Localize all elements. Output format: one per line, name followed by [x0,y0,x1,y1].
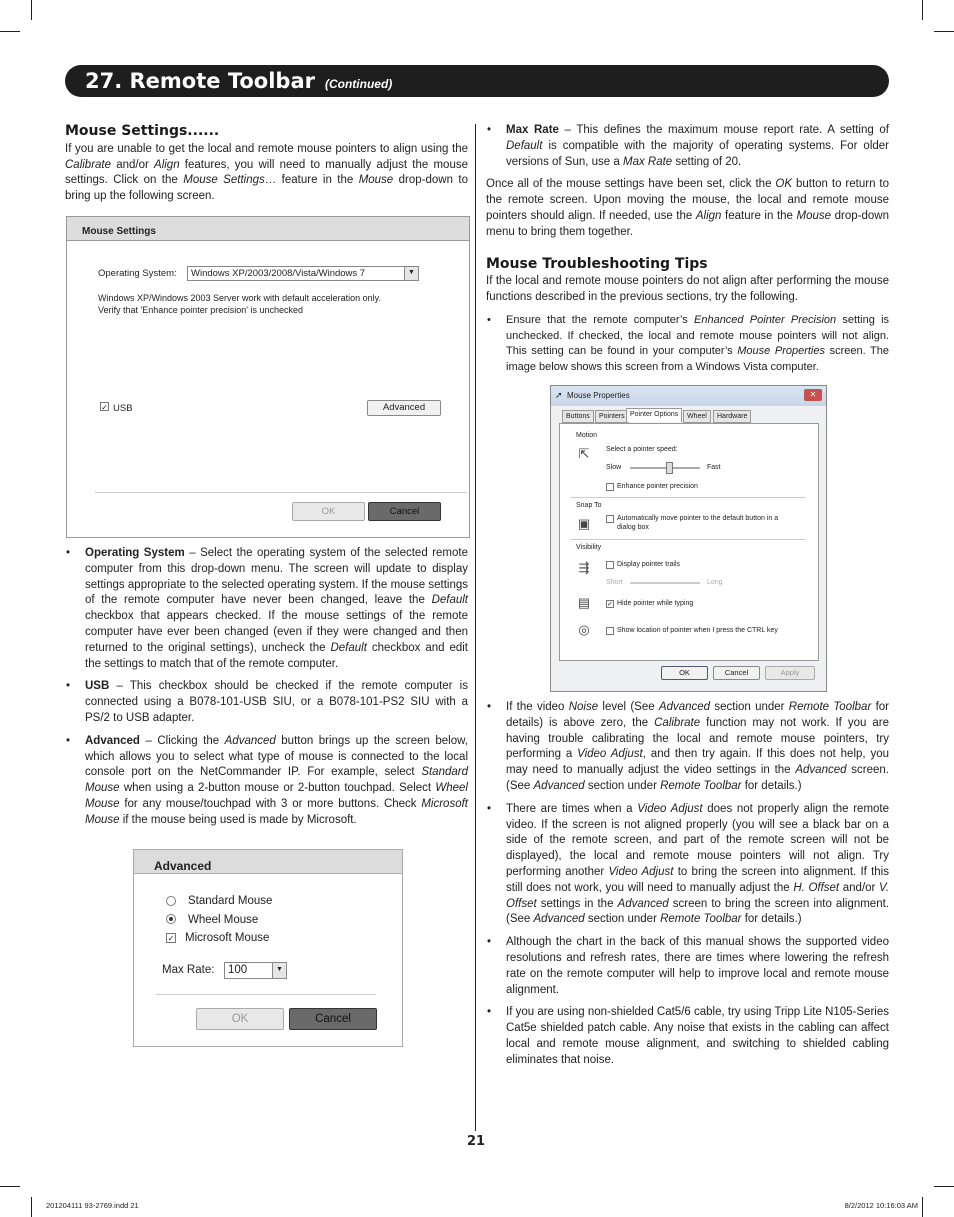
apply-button[interactable]: Apply [765,666,815,680]
troubleshooting-intro: If the local and remote mouse pointers do not align after performing the mouse functions described in the previous sections, try the following. [486,275,889,304]
fast-label: Fast [707,464,721,471]
ok-button[interactable]: OK [196,1008,284,1030]
crop-mark [0,31,20,32]
hide-pointer-label: Hide pointer while typing [617,600,694,607]
crop-mark [31,0,32,20]
dialog-title: Mouse Settings [67,217,469,241]
show-location-label: Show location of pointer when I press the CTRL key [617,627,778,634]
settings-done-paragraph: Once all of the mouse settings have been set, click the OK button to return to the remote screen. Upon moving the mouse, the local and remote mouse pointers should align. If needed, use the Align feature in the Mouse drop-down menu to bring them together. [486,178,889,238]
tab-pointer-options[interactable]: Pointer Options [626,408,682,422]
usb-checkbox[interactable]: ✓ [101,403,108,412]
page-number: 21 [466,1134,486,1149]
mouse-properties-dialog [550,385,827,692]
tab-buttons[interactable]: Buttons [562,410,594,423]
mouse-settings-dialog [66,216,470,538]
mouse-settings-intro: If you are unable to get the local and remote mouse pointers to align using the Calibrate and/or Align features, you will need to manually adjust the mouse settings. Click on the Mouse Settings… feature in the Mouse drop-down to bring up the following screen. [65,142,468,203]
hide-pointer-icon: ▤ [577,595,591,610]
os-label: Operating System: [98,268,177,279]
section-continued: (Continued) [324,76,393,91]
enhance-precision-checkbox[interactable] [606,483,614,491]
chevron-down-icon: ▼ [272,963,286,978]
speed-label: Select a pointer speed: [606,446,678,453]
slow-label: Slow [606,464,622,471]
title-bar: ➚ Mouse Properties ✕ [551,386,826,406]
standard-mouse-radio[interactable] [166,896,176,906]
crop-mark [31,1197,32,1217]
dialog-separator [156,994,376,995]
pointer-trails-checkbox[interactable] [606,561,614,569]
snap-to-icon: ▣ [577,516,591,531]
pointer-options-pane [559,423,819,661]
max-rate-dropdown[interactable]: 100 ▼ [224,962,287,979]
os-note-1: Windows XP/Windows 2003 Server work with default acceleration only. [98,293,381,303]
column-divider [475,124,476,1131]
chevron-down-icon: ▼ [404,267,418,280]
cancel-button[interactable]: Cancel [368,502,441,521]
os-note-2: Verify that 'Enhance pointer precision' is unchecked [98,305,304,315]
right-column-tips [486,700,889,1069]
dialog-separator [95,492,467,493]
microsoft-mouse-checkbox[interactable]: ✓ [167,934,175,943]
ok-button[interactable]: OK [292,502,365,521]
pointer-speed-icon: ⇱ [578,446,590,461]
bullet-max-rate: • Max Rate – This defines the maximum mouse report rate. A setting of Default is compatible with the majority of operating systems. For older versions of Sun, use a Max Rate setting of 20. [486,123,889,170]
crop-mark [922,1197,923,1217]
bullet-usb: • USB – This checkbox should be checked if the remote computer is connected using a B078-101-USB SIU, or a B078-101-PS2 SIU with a PS/2 to USB adapter. [65,679,468,726]
max-rate-label: Max Rate: [162,964,215,976]
footer-timestamp: 8/2/2012 10:16:03 AM [844,1201,918,1210]
crop-mark [0,1186,20,1187]
section-header [65,65,889,97]
bullet-advanced: • Advanced – Clicking the Advanced button brings up the screen below, which allows you to select what type of mouse is connected to the local console port on the NetCommander IP. For example, select Standard Mouse when using a 2-button mouse or 2-button touchpad. Select Wheel Mouse for any mouse/touchpad with 3 or more buttons. Check Microsoft Mouse if the mouse being used is made by Microsoft. [65,734,468,829]
snap-to-label-2: dialog box [617,524,649,531]
cancel-button[interactable]: Cancel [713,666,760,680]
troubleshooting-heading: Mouse Troubleshooting Tips [486,255,708,272]
visibility-group-label: Visibility [576,544,602,551]
crop-mark [922,0,923,20]
pointer-trails-label: Display pointer trails [617,561,681,568]
tip-video-adjust: • There are times when a Video Adjust does not properly align the remote video. If the screen is not aligned properly (you will see a black bar on a side of the remote screen, and part of the remote screen will not be displayed), the local and remote mouse pointers will not align. Try performing another Video Adjust to bring the screen into alignment. If this still does not work, you will need to manually adjust the H. Offset and/or V. Offset settings in the Advanced screen to bring the screen into alignment. (See Advanced section under Remote Toolbar for details.) [486,802,889,928]
pointer-location-icon: ◎ [578,622,590,637]
crop-mark [934,1186,954,1187]
tab-pointers[interactable]: Pointers [595,410,629,423]
advanced-dialog [133,849,403,1047]
short-label: Short [606,579,623,586]
snap-to-group-label: Snap To [576,502,602,509]
close-icon[interactable]: ✕ [804,389,822,401]
cancel-button[interactable]: Cancel [289,1008,377,1030]
speed-slider-thumb[interactable] [666,462,673,474]
standard-mouse-label: Standard Mouse [188,895,273,907]
tip-enhanced-precision: • Ensure that the remote computer’s Enhanced Pointer Precision setting is unchecked. If checked, the local and remote mouse pointers will not align. This setting can be found in your computer’s Mouse Properties screen. The image below shows this screen from a Windows Vista computer. [486,313,889,375]
snap-to-label-1: Automatically move pointer to the default button in a [617,515,779,522]
mouse-settings-heading: Mouse Settings...... [65,123,220,139]
left-column-top [65,124,468,205]
microsoft-mouse-label: Microsoft Mouse [185,932,270,944]
trails-slider-track [630,582,700,584]
tip-refresh-rate: • Although the chart in the back of this manual shows the supported video resolutions and refresh rates, there are times where lowering the refresh rate on the remote computer will help to improve local and remote mouse alignment. [486,935,889,998]
group-separator [570,539,806,540]
group-separator [570,497,806,498]
motion-group-label: Motion [576,432,598,439]
advanced-button[interactable]: Advanced [367,400,441,416]
right-column-top [486,123,889,375]
show-location-checkbox[interactable] [606,627,614,635]
left-column-bullets [65,546,468,829]
long-label: Long [707,579,723,586]
crop-mark [934,31,954,32]
snap-to-checkbox[interactable] [606,515,614,523]
pointer-trails-icon: ⇶ [578,560,590,575]
usb-label: USB [113,403,133,414]
enhance-precision-label: Enhance pointer precision [617,483,698,490]
footer-file: 201204111 93-2769.indd 21 [46,1201,139,1210]
hide-pointer-checkbox[interactable]: ✓ [607,601,613,608]
os-dropdown[interactable]: Windows XP/2003/2008/Vista/Windows 7 ▼ [187,266,419,281]
tip-shielded-cable: • If you are using non-shielded Cat5/6 cable, try using Tripp Lite N105-Series Cat5e shielded patch cable. Any noise that exists in the cabling can affect local and remote mouse alignment, and switching to shielded cabling eliminates that noise. [486,1005,889,1068]
wheel-mouse-label: Wheel Mouse [188,914,259,926]
tab-hardware[interactable]: Hardware [713,410,751,423]
tab-wheel[interactable]: Wheel [683,410,711,423]
bullet-operating-system: • Operating System – Select the operating system of the selected remote computer from this drop-down menu. The screen will update to display settings appropriate to the selected operating system. If the mouse settings of the remote computer have never been changed, leave the Default checkbox that appears checked. If the mouse settings of the remote computer have ever been changed (even if they were changed and then returned to the original settings), uncheck the Default checkbox and edit the settings to match that of the remote computer. [65,546,468,672]
dialog-title: Advanced [134,850,402,874]
ok-button[interactable]: OK [661,666,708,680]
mouse-icon: ➚ [555,390,563,400]
wheel-mouse-radio[interactable] [166,914,176,924]
tip-noise-level: • If the video Noise level (See Advanced section under Remote Toolbar for details) is above zero, the Calibrate function may not work. If you are having trouble calibrating the local and remote mouse pointers, try performing a Video Adjust, and then try again. If this does not help, you may need to manually adjust the video settings in the Advanced screen. (See Advanced section under Remote Toolbar for details.) [486,700,889,795]
section-title: 27. Remote Toolbar [85,69,315,93]
